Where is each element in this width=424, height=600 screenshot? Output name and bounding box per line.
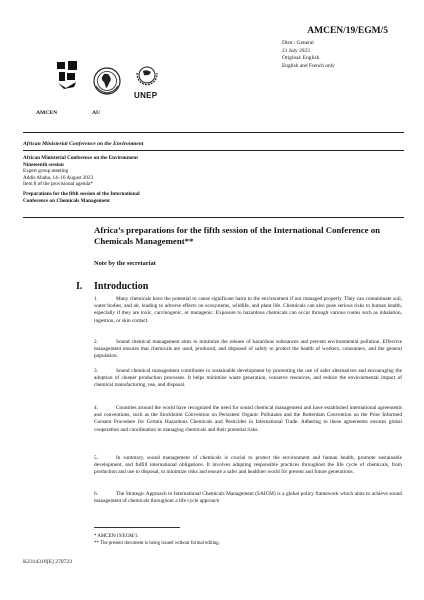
paragraph-text: Sound chemical management contributes to sustainable development by promoting the use of safer alternatives and encouraging the adoption of cleaner production processes. It helps minimize waste generation, conserve resources, and reduce the environmental impact of chemical manufacturing, use, and disposal.	[94, 368, 402, 389]
paragraph-number: 5.	[94, 455, 98, 461]
paragraph-number: 6.	[94, 491, 98, 497]
top-rule	[23, 132, 404, 133]
distribution-block	[282, 40, 335, 70]
amcen-label: AMCEN	[36, 110, 58, 116]
meeting-rule	[23, 217, 404, 218]
un-wreath-icon	[134, 64, 160, 88]
meeting-session: Nineteenth session	[23, 161, 64, 168]
footnotes	[94, 533, 220, 548]
document-title: Africa’s preparations for the fifth session of the International Conference on Chemicals Management**	[94, 225, 381, 246]
paragraph-text: Countries around the world have recognized the need for sound chemical management and have established international agreements and conventions, such as the Stockholm Convention on Persistent Organic Pollutants and the Rotterdam Convention on the Prior Informed Consent Procedure for Certain Hazardous Chemicals and Pesticides in International Trade. Adhering to these agreements ensures global cooperation and coordination in managing chemicals and their potential risks.	[94, 405, 402, 433]
agenda-item-title-1: Preparations for the fifth session of the International	[23, 190, 140, 197]
banner-rule	[23, 150, 404, 151]
au-emblem-icon	[92, 66, 122, 96]
paragraph-text: In summary, sound management of chemicals is crucial to protect the environment and human health, promote sustainable development, and fulfill international obligations. It involves adopting responsible practices throughout the life cycle of chemicals, from production and use to disposal, to minimize risks and ensure a safer and healthier world for present and future generations.	[94, 455, 402, 476]
paragraph-text: The Strategic Approach to International Chemicals Management (SAICM) is a global policy framework which aims to achieve sound management of chemicals throughout a life cycle approach	[94, 491, 402, 505]
distribution-status: Distr.: General	[282, 40, 314, 46]
paragraph-text: Sound chemical management aims to minimize the release of hazardous substances and prevent environmental pollution. Effective management ensures that chemicals are used, produced, and disposed of safely to protect the health of workers, consumers, and the general population.	[94, 339, 402, 360]
au-label: AU	[92, 110, 101, 116]
section-title: Introduction	[94, 281, 149, 292]
au-emblem	[92, 66, 122, 101]
paragraph-1	[94, 296, 402, 325]
footnote-2: ** The present document is being issued without formal editing.	[94, 541, 220, 547]
meeting-body: African Ministerial Conference on the Environment	[23, 155, 138, 161]
paragraph-number: 4.	[94, 405, 98, 411]
section-number: I.	[76, 281, 83, 292]
note-by-secretariat: Note by the secretariat	[94, 260, 156, 267]
agenda-item-title-2: Conference on Chemicals Management	[23, 197, 110, 204]
agenda-item: Item 8 of the provisional agenda*	[23, 181, 93, 188]
document-date: 21 July 2023	[282, 47, 310, 54]
document-symbol: AMCEN/19/EGM/5	[307, 26, 388, 36]
footnote-1: * AMCEN/19/EGM/1.	[94, 534, 139, 539]
original-language: Original: English	[282, 55, 320, 62]
paragraph-4	[94, 405, 402, 434]
paragraph-3	[94, 368, 402, 390]
meeting-segment: Expert group meeting	[23, 168, 69, 175]
paragraph-2	[94, 339, 402, 361]
paragraph-text: Many chemicals have the potential to cause significant harm to the environment if not managed properly. They can contaminate soil, water bodies, and air, leading to adverse effects on ecosystems, wildlife, and plant life. Chemicals can also pose serious risks to human health, especially if they are toxic, carcinogenic, or mutagenic. Exposure to hazardous chemicals can occur through various routes such as inhalation, ingestion, or skin contact.	[94, 296, 402, 324]
meeting-info	[23, 155, 223, 204]
job-number: K2314318[E] 270723	[23, 559, 72, 565]
amcen-logo	[56, 60, 78, 95]
amcen-logo-icon	[56, 60, 78, 90]
unep-logo	[134, 64, 160, 100]
meeting-place-date: Addis Ababa, 14–16 August 2023	[23, 174, 94, 181]
conference-banner: African Ministerial Conference on the Environment	[23, 141, 144, 147]
paragraph-5	[94, 455, 402, 477]
unep-logo-text: UNEP	[134, 91, 158, 100]
paragraph-6	[94, 491, 402, 505]
paragraph-number: 1.	[94, 296, 98, 302]
available-languages: English and French only	[282, 62, 335, 69]
paragraph-number: 2.	[94, 339, 98, 345]
paragraph-number: 3.	[94, 368, 98, 374]
footnote-rule	[94, 527, 180, 528]
